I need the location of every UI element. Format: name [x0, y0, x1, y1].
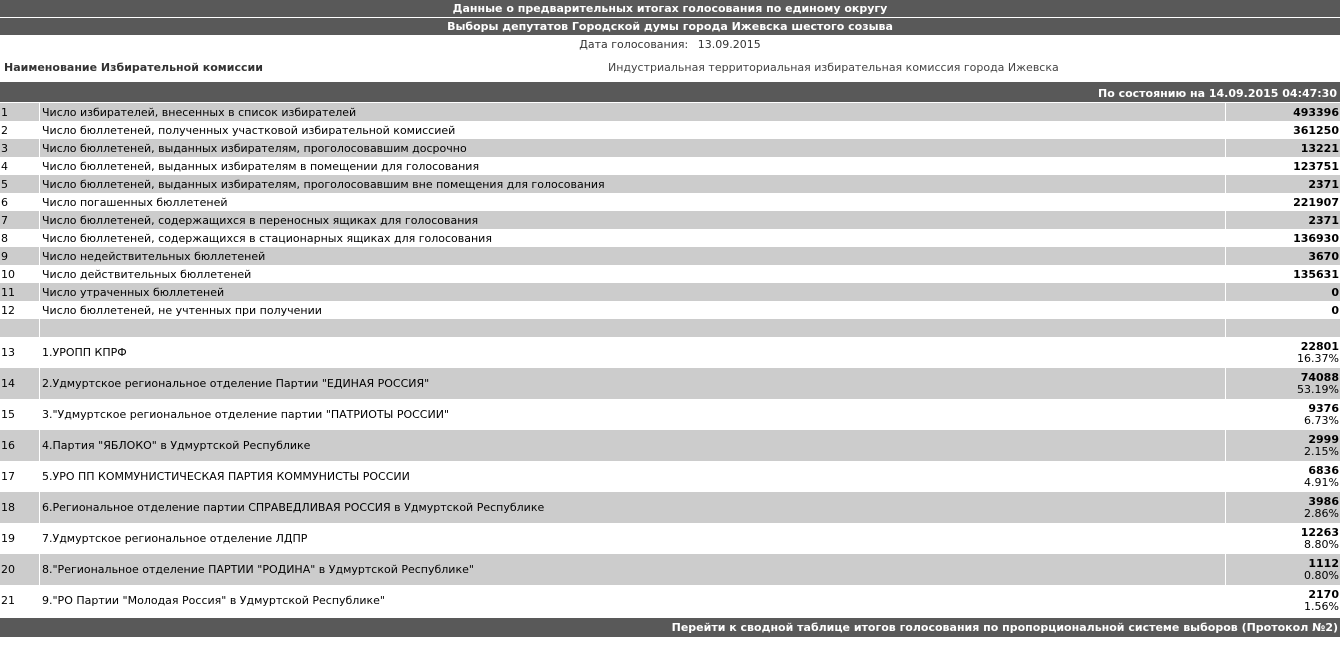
party-number: 21	[0, 585, 40, 616]
row-label: Число бюллетеней, полученных участковой избирательной комиссией	[40, 121, 1226, 139]
party-percent: 16.37%	[1297, 351, 1339, 365]
party-number: 16	[0, 430, 40, 461]
row-number: 10	[0, 265, 40, 283]
party-result	[1226, 368, 1340, 399]
party-row	[0, 399, 1340, 430]
row-number: 12	[0, 301, 40, 319]
party-votes: 22801	[1300, 339, 1339, 353]
party-percent: 0.80%	[1304, 568, 1339, 582]
row-number: 6	[0, 193, 40, 211]
party-votes: 6836	[1308, 463, 1339, 477]
row-label: Число бюллетеней, содержащихся в переносных ящиках для голосования	[40, 211, 1226, 229]
voting-date-label: Дата голосования:	[579, 38, 689, 51]
party-name: 1.УРОПП КПРФ	[40, 337, 1226, 368]
row-label: Число утраченных бюллетеней	[40, 283, 1226, 301]
row-label: Число бюллетеней, не учтенных при получении	[40, 301, 1226, 319]
row-value: 361250	[1293, 123, 1339, 137]
party-row	[0, 368, 1340, 399]
row-value: 135631	[1293, 267, 1339, 281]
row-number: 11	[0, 283, 40, 301]
party-percent: 8.80%	[1304, 537, 1339, 551]
party-row	[0, 337, 1340, 368]
party-votes: 2170	[1308, 587, 1339, 601]
row-number: 8	[0, 229, 40, 247]
row-label: Число недействительных бюллетеней	[40, 247, 1226, 265]
table-row	[0, 283, 1340, 301]
party-result	[1226, 337, 1340, 368]
party-percent: 1.56%	[1304, 599, 1339, 613]
party-name: 5.УРО ПП КОММУНИСТИЧЕСКАЯ ПАРТИЯ КОММУНИСТЫ РОССИИ	[40, 461, 1226, 492]
party-result	[1226, 461, 1340, 492]
party-votes: 12263	[1300, 525, 1339, 539]
row-value: 13221	[1226, 139, 1340, 157]
row-value: 136930	[1293, 231, 1339, 245]
party-row	[0, 461, 1340, 492]
party-result	[1226, 492, 1340, 523]
row-value: 221907	[1293, 195, 1339, 209]
party-name: 2.Удмуртское региональное отделение Партии "ЕДИНАЯ РОССИЯ"	[40, 368, 1226, 399]
protocol-summary-link[interactable]: Перейти к сводной таблице итогов голосования по пропорциональной системе выборов (Протокол №2)	[0, 618, 1340, 637]
party-name: 6.Региональное отделение партии СПРАВЕДЛИВАЯ РОССИЯ в Удмуртской Республике	[40, 492, 1226, 523]
party-number: 18	[0, 492, 40, 523]
row-value: 123751	[1293, 159, 1339, 173]
table-row	[0, 211, 1340, 229]
row-value: 493396	[1226, 103, 1340, 121]
voting-date-value: 13.09.2015	[697, 38, 761, 51]
row-number: 3	[0, 139, 40, 157]
party-row	[0, 523, 1340, 554]
party-number: 14	[0, 368, 40, 399]
table-row	[0, 175, 1340, 193]
party-votes: 1112	[1308, 556, 1339, 570]
table-row	[0, 139, 1340, 157]
table-row	[0, 247, 1340, 265]
row-number: 4	[0, 157, 40, 175]
row-value: 2371	[1226, 211, 1340, 229]
party-row	[0, 585, 1340, 616]
table-row	[0, 157, 1340, 175]
row-number: 1	[0, 103, 40, 121]
row-number: 9	[0, 247, 40, 265]
table-row	[0, 121, 1340, 139]
party-name: 3."Удмуртское региональное отделение партии "ПАТРИОТЫ РОССИИ"	[40, 399, 1226, 430]
party-percent: 2.15%	[1304, 444, 1339, 458]
separator-cell	[40, 319, 1226, 337]
party-name: 4.Партия "ЯБЛОКО" в Удмуртской Республике	[40, 430, 1226, 461]
party-number: 20	[0, 554, 40, 585]
party-result	[1226, 554, 1340, 585]
row-label: Число бюллетеней, содержащихся в стационарных ящиках для голосования	[40, 229, 1226, 247]
table-row	[0, 229, 1340, 247]
row-value: 0	[1331, 303, 1339, 317]
row-label: Число погашенных бюллетеней	[40, 193, 1226, 211]
election-title: Выборы депутатов Городской думы города Ижевска шестого созыва	[0, 18, 1340, 35]
party-name: 8."Региональное отделение ПАРТИИ "РОДИНА" в Удмуртской Республике"	[40, 554, 1226, 585]
table-row	[0, 103, 1340, 121]
party-number: 13	[0, 337, 40, 368]
table-row	[0, 301, 1340, 319]
row-label: Число бюллетеней, выданных избирателям, проголосовавшим вне помещения для голосования	[40, 175, 1226, 193]
row-number: 7	[0, 211, 40, 229]
commission-label: Наименование Избирательной комиссии	[4, 61, 263, 74]
row-label: Число действительных бюллетеней	[40, 265, 1226, 283]
voting-date-row	[0, 35, 1340, 54]
row-label: Число избирателей, внесенных в список избирателей	[40, 103, 1226, 121]
separator-cell	[1226, 319, 1340, 337]
party-votes: 74088	[1300, 370, 1339, 384]
row-number: 2	[0, 121, 40, 139]
party-percent: 6.73%	[1304, 413, 1339, 427]
party-percent: 53.19%	[1297, 382, 1339, 396]
party-votes: 9376	[1308, 401, 1339, 415]
status-timestamp: По состоянию на 14.09.2015 04:47:30	[0, 82, 1340, 102]
party-votes: 2999	[1308, 432, 1339, 446]
party-result	[1226, 399, 1340, 430]
party-votes: 3986	[1308, 494, 1339, 508]
separator-row	[0, 319, 1340, 337]
table-row	[0, 193, 1340, 211]
results-table	[0, 103, 1340, 616]
party-number: 19	[0, 523, 40, 554]
party-percent: 2.86%	[1304, 506, 1339, 520]
party-name: 7.Удмуртское региональное отделение ЛДПР	[40, 523, 1226, 554]
party-name: 9."РО Партии "Молодая Россия" в Удмуртской Республике"	[40, 585, 1226, 616]
row-value: 2371	[1226, 175, 1340, 193]
row-label: Число бюллетеней, выданных избирателям, проголосовавшим досрочно	[40, 139, 1226, 157]
party-percent: 4.91%	[1304, 475, 1339, 489]
separator-cell	[0, 319, 40, 337]
report-title: Данные о предварительных итогах голосования по единому округу	[0, 0, 1340, 17]
party-result	[1226, 523, 1340, 554]
commission-value: Индустриальная территориальная избирательная комиссия города Ижевска	[608, 61, 1059, 74]
party-row	[0, 492, 1340, 523]
row-value: 3670	[1226, 247, 1340, 265]
table-row	[0, 265, 1340, 283]
row-label: Число бюллетеней, выданных избирателям в помещении для голосования	[40, 157, 1226, 175]
party-number: 15	[0, 399, 40, 430]
party-number: 17	[0, 461, 40, 492]
party-result	[1226, 430, 1340, 461]
party-row	[0, 554, 1340, 585]
party-result	[1226, 585, 1340, 616]
row-value: 0	[1226, 283, 1340, 301]
party-row	[0, 430, 1340, 461]
commission-row	[0, 54, 1340, 82]
row-number: 5	[0, 175, 40, 193]
